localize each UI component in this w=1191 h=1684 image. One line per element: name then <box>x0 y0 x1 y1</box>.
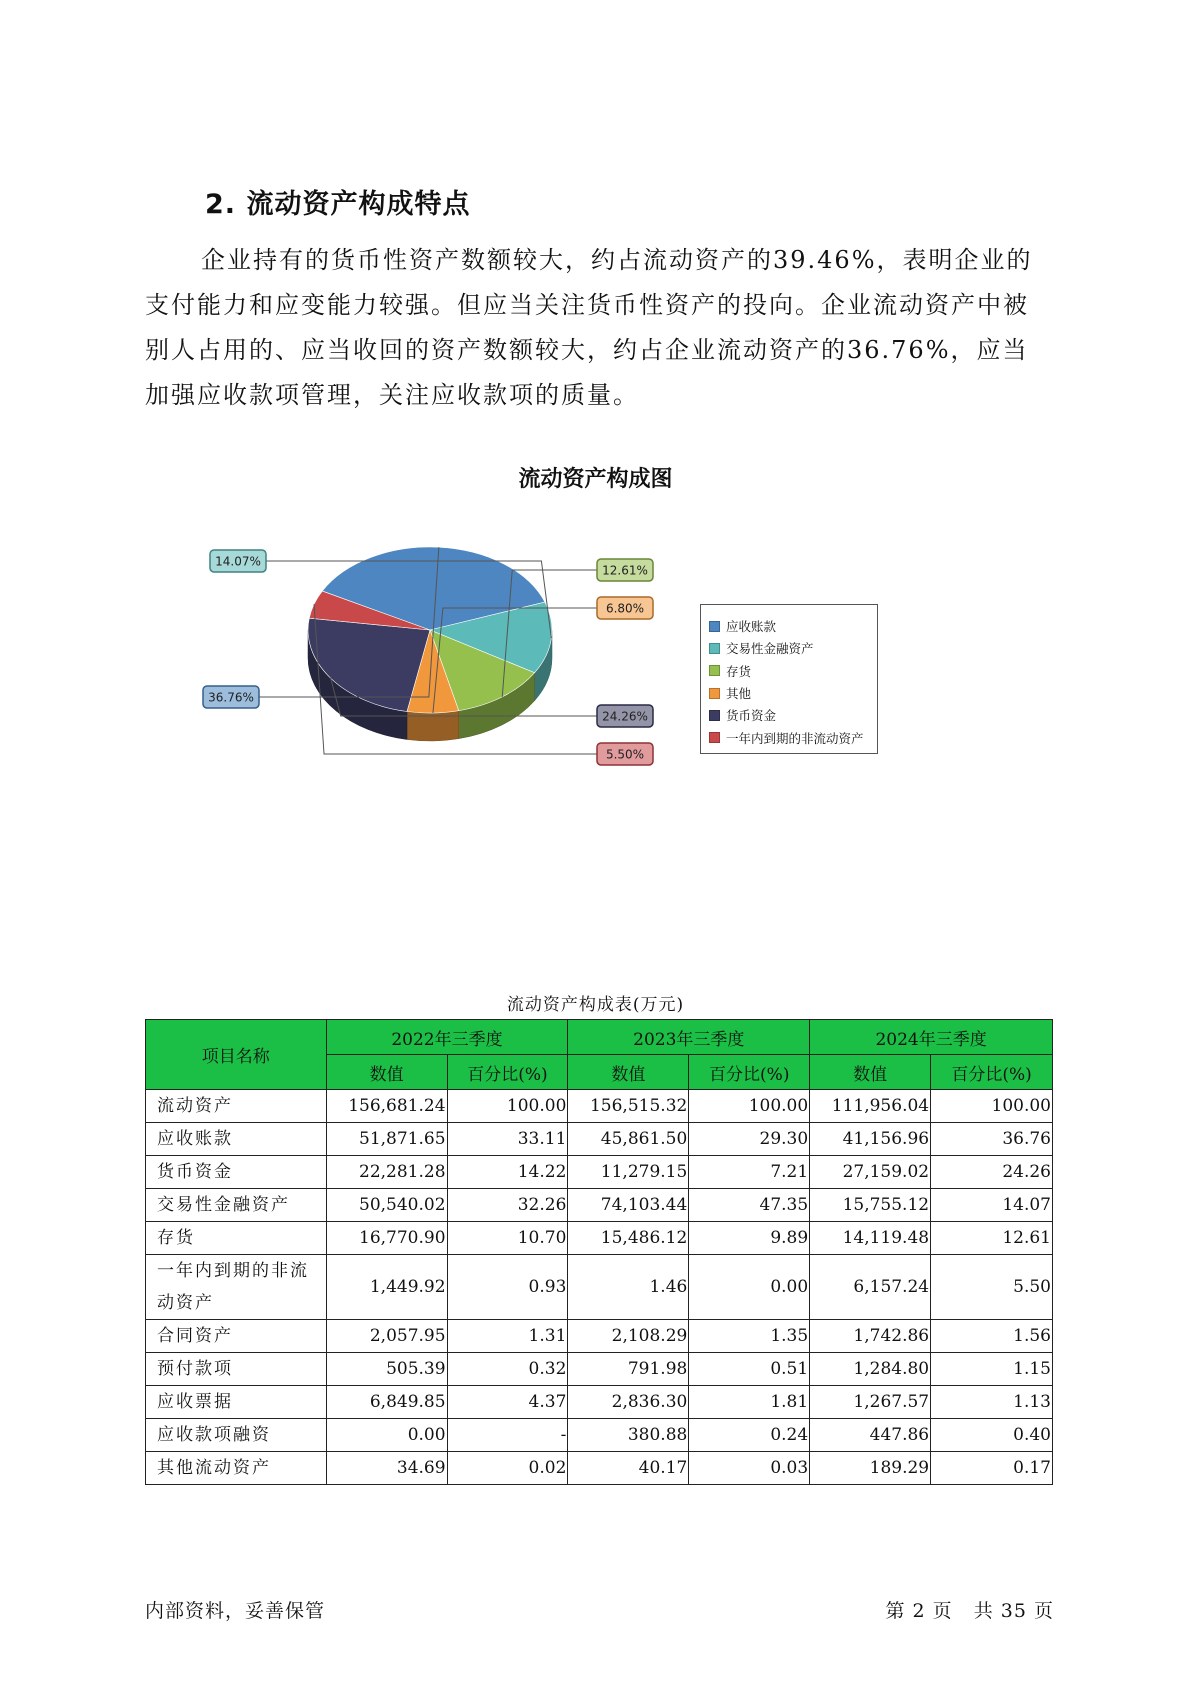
section-paragraph: 企业持有的货币性资产数额较大，约占流动资产的39.46%，表明企业的支付能力和应变能力较强。但应当关注货币性资产的投向。企业流动资产中被别人占用的、应当收回的资产数额较大，约占企业流动资产的36.76%，应当加强应收款项管理，关注应收款项的质量。 <box>145 246 1033 409</box>
legend-label: 一年内到期的非流动资产 <box>726 730 864 746</box>
legend-item <box>709 637 877 659</box>
cell-value: 1,449.92 <box>326 1255 447 1320</box>
table-caption: 流动资产构成表(万元) <box>506 995 685 1015</box>
cell-percent: 100.00 <box>447 1090 568 1123</box>
table-row <box>146 1222 1053 1255</box>
cell-value: 2,057.95 <box>326 1320 447 1353</box>
pie-chart <box>0 0 1191 800</box>
cell-percent: 5.50 <box>931 1255 1053 1320</box>
cell-percent: 1.31 <box>447 1320 568 1353</box>
data-label <box>597 743 653 765</box>
legend-swatch <box>709 643 720 654</box>
cell-percent: 33.11 <box>447 1123 568 1156</box>
cell-value: 51,871.65 <box>326 1123 447 1156</box>
header-period: 2023年三季度 <box>568 1020 810 1055</box>
row-name: 预付款项 <box>146 1353 327 1386</box>
cell-value: 41,156.96 <box>810 1123 931 1156</box>
table-row <box>146 1452 1053 1485</box>
cell-percent: 0.00 <box>689 1255 810 1320</box>
header-percent: 百分比(%) <box>689 1055 810 1090</box>
chart-legend <box>700 604 878 754</box>
data-label-text: 5.50% <box>605 747 645 762</box>
table-row <box>146 1320 1053 1353</box>
cell-percent: 100.00 <box>931 1090 1053 1123</box>
data-label-text: 12.61% <box>602 563 648 578</box>
legend-item <box>709 660 877 682</box>
row-name: 交易性金融资产 <box>146 1189 327 1222</box>
row-name: 其他流动资产 <box>146 1452 327 1485</box>
cell-percent: 32.26 <box>447 1189 568 1222</box>
cell-percent: 4.37 <box>447 1386 568 1419</box>
data-label <box>597 559 653 581</box>
cell-percent: 24.26 <box>931 1156 1053 1189</box>
cell-percent: 0.51 <box>689 1353 810 1386</box>
table-row <box>146 1255 1053 1320</box>
footer-confidential: 内部资料，妥善保管 <box>145 1600 326 1622</box>
table-row <box>146 1123 1053 1156</box>
cell-value: 0.00 <box>326 1419 447 1452</box>
cell-percent: 36.76 <box>931 1123 1053 1156</box>
cell-percent: 1.81 <box>689 1386 810 1419</box>
cell-percent: 0.03 <box>689 1452 810 1485</box>
cell-value: 156,681.24 <box>326 1090 447 1123</box>
legend-swatch <box>709 665 720 676</box>
cell-value: 22,281.28 <box>326 1156 447 1189</box>
data-label <box>597 597 653 619</box>
row-name: 应收款项融资 <box>146 1419 327 1452</box>
legend-swatch <box>709 688 720 699</box>
header-value: 数值 <box>810 1055 931 1090</box>
cell-percent: 9.89 <box>689 1222 810 1255</box>
header-value: 数值 <box>326 1055 447 1090</box>
legend-label: 货币资金 <box>726 708 777 724</box>
cell-percent: 0.32 <box>447 1353 568 1386</box>
legend-swatch <box>709 621 720 632</box>
footer-page-number: 第 2 页 共 35 页 <box>885 1600 1054 1622</box>
legend-label: 其他 <box>726 686 752 702</box>
data-label <box>210 550 266 572</box>
legend-item <box>709 682 877 704</box>
current-assets-table <box>145 1019 1053 1485</box>
cell-value: 791.98 <box>568 1353 689 1386</box>
cell-value: 2,108.29 <box>568 1320 689 1353</box>
cell-value: 34.69 <box>326 1452 447 1485</box>
legend-swatch <box>709 732 720 743</box>
table-row <box>146 1090 1053 1123</box>
cell-value: 1,742.86 <box>810 1320 931 1353</box>
cell-value: 45,861.50 <box>568 1123 689 1156</box>
legend-swatch <box>709 710 720 721</box>
cell-percent: 47.35 <box>689 1189 810 1222</box>
cell-value: 447.86 <box>810 1419 931 1452</box>
cell-value: 74,103.44 <box>568 1189 689 1222</box>
cell-value: 40.17 <box>568 1452 689 1485</box>
cell-percent: 1.13 <box>931 1386 1053 1419</box>
cell-value: 189.29 <box>810 1452 931 1485</box>
header-item-name: 项目名称 <box>146 1020 327 1090</box>
cell-percent: 1.35 <box>689 1320 810 1353</box>
data-label-text: 6.80% <box>605 601 645 616</box>
cell-value: 380.88 <box>568 1419 689 1452</box>
cell-value: 1,284.80 <box>810 1353 931 1386</box>
cell-percent: 0.17 <box>931 1452 1053 1485</box>
row-name: 一年内到期的非流动资产 <box>146 1255 327 1320</box>
cell-value: 2,836.30 <box>568 1386 689 1419</box>
cell-value: 1,267.57 <box>810 1386 931 1419</box>
table-row <box>146 1419 1053 1452</box>
legend-label: 应收账款 <box>726 619 777 635</box>
cell-percent: 29.30 <box>689 1123 810 1156</box>
cell-percent: 0.40 <box>931 1419 1053 1452</box>
section-heading: 2. 流动资产构成特点 <box>205 189 471 220</box>
cell-percent: 0.24 <box>689 1419 810 1452</box>
data-label-text: 24.26% <box>602 709 648 724</box>
cell-percent: 0.02 <box>447 1452 568 1485</box>
cell-value: 50,540.02 <box>326 1189 447 1222</box>
cell-value: 27,159.02 <box>810 1156 931 1189</box>
cell-value: 15,486.12 <box>568 1222 689 1255</box>
row-name: 流动资产 <box>146 1090 327 1123</box>
header-value: 数值 <box>568 1055 689 1090</box>
cell-percent: 7.21 <box>689 1156 810 1189</box>
cell-percent: - <box>447 1419 568 1452</box>
cell-value: 11,279.15 <box>568 1156 689 1189</box>
row-name: 应收票据 <box>146 1386 327 1419</box>
header-percent: 百分比(%) <box>931 1055 1053 1090</box>
cell-value: 156,515.32 <box>568 1090 689 1123</box>
cell-percent: 1.56 <box>931 1320 1053 1353</box>
data-label <box>203 686 259 708</box>
cell-value: 14,119.48 <box>810 1222 931 1255</box>
row-name: 应收账款 <box>146 1123 327 1156</box>
cell-value: 6,849.85 <box>326 1386 447 1419</box>
cell-percent: 1.15 <box>931 1353 1053 1386</box>
cell-value: 16,770.90 <box>326 1222 447 1255</box>
header-percent: 百分比(%) <box>447 1055 568 1090</box>
cell-value: 111,956.04 <box>810 1090 931 1123</box>
legend-label: 交易性金融资产 <box>726 641 814 657</box>
cell-value: 6,157.24 <box>810 1255 931 1320</box>
header-period: 2024年三季度 <box>810 1020 1053 1055</box>
pie-slice-side <box>407 711 459 741</box>
cell-percent: 14.22 <box>447 1156 568 1189</box>
table-row <box>146 1189 1053 1222</box>
legend-label: 存货 <box>726 663 752 679</box>
table-header-row <box>146 1020 1053 1055</box>
cell-value: 15,755.12 <box>810 1189 931 1222</box>
cell-percent: 14.07 <box>931 1189 1053 1222</box>
legend-item <box>709 615 877 637</box>
row-name: 存货 <box>146 1222 327 1255</box>
data-label <box>597 705 653 727</box>
cell-percent: 100.00 <box>689 1090 810 1123</box>
cell-percent: 10.70 <box>447 1222 568 1255</box>
cell-value: 1.46 <box>568 1255 689 1320</box>
row-name: 合同资产 <box>146 1320 327 1353</box>
cell-percent: 0.93 <box>447 1255 568 1320</box>
legend-item <box>709 726 877 748</box>
table-row <box>146 1386 1053 1419</box>
table-row <box>146 1353 1053 1386</box>
chart-title: 流动资产构成图 <box>518 467 673 492</box>
data-label-text: 14.07% <box>215 554 261 569</box>
data-label-text: 36.76% <box>208 690 254 705</box>
cell-value: 505.39 <box>326 1353 447 1386</box>
table-row <box>146 1156 1053 1189</box>
row-name: 货币资金 <box>146 1156 327 1189</box>
legend-item <box>709 704 877 726</box>
header-period: 2022年三季度 <box>326 1020 568 1055</box>
cell-percent: 12.61 <box>931 1222 1053 1255</box>
